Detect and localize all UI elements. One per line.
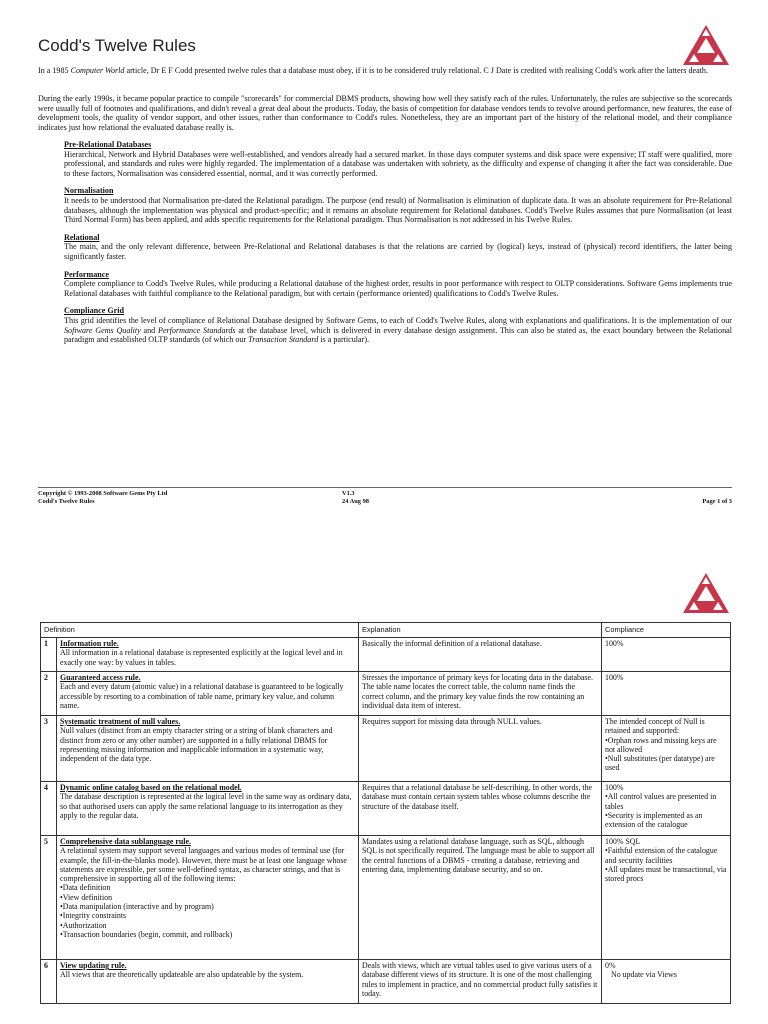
rule-description: Each and every datum (atomic value) in a relational database is guaranteed to be logically accessible by resorting to a combination of table name, primary key value, and column name. — [60, 682, 344, 710]
rule-description: Null values (distinct from an empty character string or a string of blank characters and distinct from zero or any other number) are supported in a fully relational DBMS for representing missing information and inapplicable information in a systematic way, independent of the data type. — [60, 726, 333, 764]
table-row — [41, 836, 731, 960]
rule-compliance — [602, 782, 731, 836]
rule-explanation: Stresses the importance of primary keys for locating data in the database. The table name locates the correct table, the column name finds the correct column, and the primary key value finds the row containing an individual data item of interest. — [359, 672, 602, 716]
section-heading: Normalisation — [64, 186, 114, 196]
section-relational — [64, 233, 732, 262]
rule-compliance — [602, 960, 731, 1004]
rule-number: 5 — [41, 836, 57, 960]
compliance-list — [605, 736, 727, 773]
rule-description: A relational system may support several languages and various modes of terminal use (for example, the fill-in-the-blanks mode). However, there must be at least one language whose statements are expressible, per some well-defined syntax, as character strings, and that is comprehensive in supporting all of the following items: — [60, 846, 347, 884]
rule-number: 1 — [41, 638, 57, 672]
rule-item: • Authorization — [60, 921, 355, 930]
footer-center — [342, 490, 369, 506]
table-header-row — [41, 623, 731, 638]
rule-item: • Data definition — [60, 883, 355, 892]
rule-name: Systematic treatment of null values. — [60, 717, 181, 726]
table-row — [41, 716, 731, 782]
rule-definition — [57, 716, 359, 782]
rule-item-list — [60, 883, 355, 939]
compliance-table-wrapper — [40, 622, 730, 1004]
rule-explanation: Requires support for missing data through NULL values. — [359, 716, 602, 782]
page-title: Codd's Twelve Rules — [38, 36, 196, 55]
compliance-item: • All control values are presented in tables — [605, 792, 727, 811]
table-row — [41, 960, 731, 1004]
section-pre-relational — [64, 140, 732, 178]
rule-explanation: Mandates using a relational database language, such as SQL, although SQL is not specifically required. The language must be able to support all the central functions of a DBMS - creating a database, retrieving and entering data, implementing database security, and so on. — [359, 836, 602, 960]
header-explanation: Explanation — [359, 623, 602, 638]
rule-definition — [57, 782, 359, 836]
rule-name: Guaranteed access rule. — [60, 673, 141, 682]
rule-definition — [57, 960, 359, 1004]
compliance-summary: The intended concept of Null is retained and supported: — [605, 717, 705, 736]
compliance-summary: 0% — [605, 961, 616, 970]
footer-date: 24 Aug 98 — [342, 498, 369, 505]
rule-name: Comprehensive data sublanguage rule. — [60, 837, 191, 846]
rule-description: The database description is represented at the logical level in the same way as ordinary data, so that authorised users can apply the same relational language to its interrogation as they apply to the regular data. — [60, 792, 352, 820]
intro-paragraph-2: During the early 1990s, it became popular practice to compile "scorecards" for commercial DBMS products, showing how well they satisfy each of the rules. Unfortunately, the rules are subjective so the scorecards were usually full of footnotes and qualifications, and didn't reveal a great deal about the products. Today, the basis of competition for database vendors tends to revolve around performance, new features, the ease of development tools, the quality of vendor support, and other issues, rather than conformance to Codd's rules. Nonetheless, they are an important part of the history of the relational model, and their compliance indicates just how relational the evaluated database really is. — [38, 94, 732, 132]
rule-compliance — [602, 716, 731, 782]
company-logo-icon — [682, 24, 730, 66]
compliance-item: • Security is implemented as an extension of the catalogue — [605, 811, 727, 830]
compliance-item: • Null substitutes (per datatype) are used — [605, 754, 727, 773]
sections — [64, 140, 732, 353]
rule-explanation: Requires that a relational database be self-describing. In other words, the database must contain certain system tables whose columns describe the structure of the database itself. — [359, 782, 602, 836]
table-row — [41, 782, 731, 836]
compliance-table — [40, 622, 731, 1004]
section-normalisation — [64, 186, 732, 224]
section-heading: Compliance Grid — [64, 306, 125, 316]
section-heading: Pre-Relational Databases — [64, 140, 152, 149]
footer-version: V1.3 — [342, 490, 355, 497]
rule-item: • View definition — [60, 893, 355, 902]
section-text: It needs to be understood that Normalisation pre-dated the Relational paradigm. The purpose (end result) of Normalisation is elimination of duplicate data. It was an absolute requirement for Pre-Relational databases, although the implementation was physical and product-specific; and it remains an absolute requirement for Relational databases. Codd's Twelve Rules assumes that pure Normalisation (at least Third Normal Form) has been applied, and adds specific requirements for the Relational paradigm. Thus Normalisation is not addressed in his Twelve Rules. — [64, 195, 732, 225]
section-text: Hierarchical, Network and Hybrid Databases were well-established, and vendors already had a secured market. In those days computer systems and disk space were expensive; IT staff were qualified, more professional, and standards and rules were highly regarded. The implementation of a database was undertaken with sobriety, as the difficulty and expense of changing it after the fact was considerable. Due to these factors, Normalisation was considered essential, normal, and it was correctly performed. — [64, 149, 732, 178]
rule-name: View updating rule. — [60, 961, 127, 970]
footer-copyright: Copyright © 1993-2008 Software Gems Pty Ltd — [38, 490, 168, 497]
rule-description: All information in a relational database is represented explicitly at the logical level and in exactly one way: by values in tables. — [60, 648, 343, 667]
rule-definition — [57, 672, 359, 716]
rule-number: 2 — [41, 672, 57, 716]
company-logo-icon — [682, 572, 730, 614]
footer-page-number: Page 1 of 3 — [702, 498, 732, 505]
footer-left — [38, 490, 167, 506]
rule-number: 6 — [41, 960, 57, 1004]
rule-explanation: Basically the informal definition of a relational database. — [359, 638, 602, 672]
footer-right — [702, 490, 732, 506]
rule-number: 4 — [41, 782, 57, 836]
rule-definition — [57, 638, 359, 672]
rule-compliance: 100% — [602, 672, 731, 716]
rule-item: • Transaction boundaries (begin, commit, and rollback) — [60, 930, 355, 939]
compliance-summary: 100% — [605, 783, 624, 792]
rule-explanation: Deals with views, which are virtual tables used to give various users of a database different views of its structure. It is one of the most challenging rules to implement in practice, and no commercial product fully satisfies it today. — [359, 960, 602, 1004]
compliance-list — [605, 846, 727, 883]
compliance-item: • Faithful extension of the catalogue and security facilities — [605, 846, 727, 865]
rule-compliance — [602, 836, 731, 960]
rule-item: • Integrity constraints — [60, 911, 355, 920]
section-heading: Relational — [64, 232, 100, 242]
section-compliance-grid — [64, 306, 732, 344]
footer-divider — [38, 487, 732, 488]
section-text: The main, and the only relevant difference, between Pre-Relational and Relational databases is that the relations are carried by (logical) keys, instead of (physical) record identifiers, the latter being significantly faster. — [64, 242, 732, 261]
rule-description: All views that are theoretically updateable are also updateable by the system. — [60, 970, 304, 980]
compliance-list — [605, 792, 727, 829]
rule-compliance: 100% — [602, 638, 731, 672]
header-definition: Definition — [41, 623, 359, 638]
section-performance — [64, 270, 732, 299]
section-text: This grid identifies the level of compliance of Relational Database designed by Software Gems, to each of Codd's Twelve Rules, along with explanations and qualifications. It is the implementation of our Software Gems Quality and Performance Standards at the database level, which is delivered in every database design assignment. This can also be stated as, the exact boundary between the Relational paradigm and established OLTP standards (of which our Transaction Standard is a particular). — [64, 315, 732, 345]
rule-item: • Data manipulation (interactive and by program) — [60, 902, 355, 911]
compliance-item: • All updates must be transactional, via stored procs — [605, 865, 727, 884]
rule-number: 3 — [41, 716, 57, 782]
footer-doc-title: Codd's Twelve Rules — [38, 498, 95, 505]
rule-name: Information rule. — [60, 639, 119, 648]
intro-paragraph-1: In a 1985 Computer World article, Dr E F Codd presented twelve rules that a database must obey, if it is to be considered truly relational. C J Date is credited with realising Codd's work after the latters death. — [38, 66, 709, 75]
table-row — [41, 672, 731, 716]
compliance-note: No update via Views — [611, 970, 677, 980]
compliance-summary: 100% SQL — [605, 837, 641, 846]
section-heading: Performance — [64, 269, 109, 279]
section-text: Complete compliance to Codd's Twelve Rules, while producing a Relational database of the highest order, results in poor performance with respect to OLTP considerations. Software Gems implements true Relational databases with faithful compliance to the Relational paradigm, but with certain (performance oriented) qualifications to Codd's Twelve Rules. — [64, 279, 732, 298]
rule-name: Dynamic online catalog based on the relational model. — [60, 783, 242, 792]
table-row — [41, 638, 731, 672]
rule-definition — [57, 836, 359, 960]
header-compliance: Compliance — [602, 623, 731, 638]
compliance-item: • Orphan rows and missing keys are not allowed — [605, 736, 727, 755]
